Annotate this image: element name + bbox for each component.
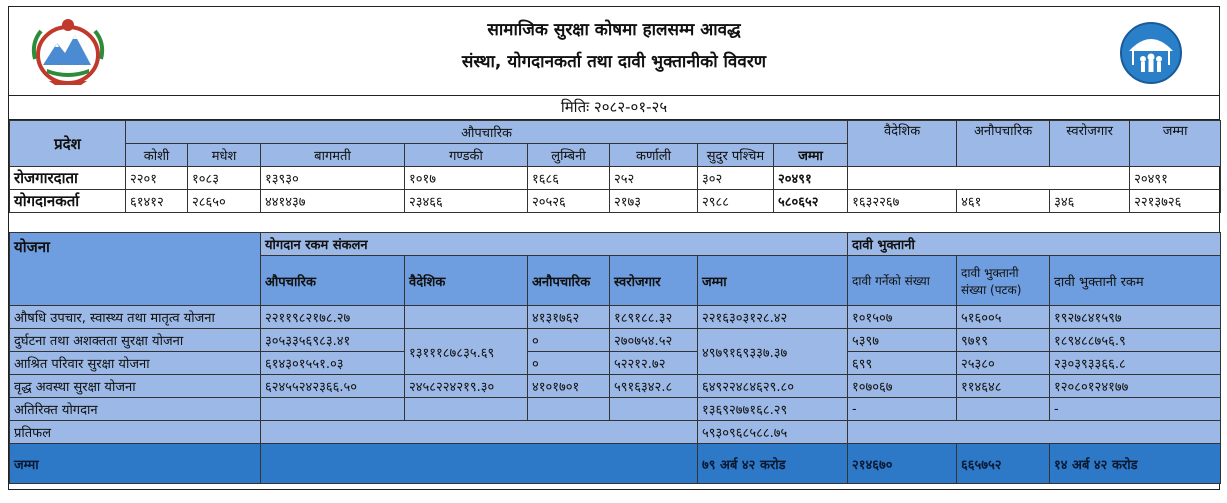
table-cell: ५८०६५२ xyxy=(774,190,848,213)
table-cell: ३४६ xyxy=(1050,190,1130,213)
table-cell: १८९४८८७५६.९ xyxy=(1050,329,1221,352)
table-cell: १०७०६७ xyxy=(848,375,957,398)
table-cell: २२०१ xyxy=(126,167,188,190)
table-cell: - xyxy=(1050,398,1221,421)
table-cell: १३१११८७८३५.६९ xyxy=(405,329,528,375)
table-cell: ११४६४८ xyxy=(957,375,1050,398)
table-cell: ० xyxy=(528,329,610,352)
grand-total-claim-amount: १४ अर्ब ४२ करोड xyxy=(1050,444,1221,484)
scheme-name: वृद्ध अवस्था सुरक्षा योजना xyxy=(10,375,261,398)
collection-header: योगदान रकम संकलन xyxy=(261,233,848,256)
table-cell: २०४९१ xyxy=(1130,167,1221,190)
grand-total-claim-count: ६६५७५२ xyxy=(957,444,1050,484)
table-cell: २९८८ xyxy=(698,190,774,213)
table-cell xyxy=(610,398,698,421)
scheme-name: प्रतिफल xyxy=(10,421,261,444)
table-cell: ४४१४३७ xyxy=(261,190,405,213)
self-employed-header: स्वरोजगार xyxy=(1050,121,1130,167)
table-cell xyxy=(848,167,1130,190)
province-col: लुम्बिनी xyxy=(528,144,610,167)
table-cell xyxy=(261,421,698,444)
table-cell: २४५८२२४२१९.३० xyxy=(405,375,528,398)
claim-header: दावी भुक्तानी xyxy=(848,233,1221,256)
col-formal: औपचारिक xyxy=(261,256,405,306)
table-cell: १०८३ xyxy=(188,167,261,190)
table-cell: २५३८० xyxy=(957,352,1050,375)
table-cell: २२१६३०३१२८.४२ xyxy=(698,306,848,329)
province-col: मधेश xyxy=(188,144,261,167)
table-cell: १३९३० xyxy=(261,167,405,190)
table-cell: ५२२१२.७२ xyxy=(610,352,698,375)
table-cell: १०१५०७ xyxy=(848,306,957,329)
table-cell xyxy=(405,306,528,329)
province-header: प्रदेश xyxy=(10,121,126,167)
table-cell: ९७१९ xyxy=(957,329,1050,352)
table-cell: ५९१६३४२.८ xyxy=(610,375,698,398)
col-total: जम्मा xyxy=(698,256,848,306)
table-cell: १९२७८४१५९७ xyxy=(1050,306,1221,329)
table-cell: ४१३१७६२ xyxy=(528,306,610,329)
table-cell: ६१४१२ xyxy=(126,190,188,213)
table-cell xyxy=(957,398,1050,421)
table-cell: १८९१८८.३२ xyxy=(610,306,698,329)
table-cell: २५२ xyxy=(610,167,698,190)
col-claim-amount: दावी भुक्तानी रकम xyxy=(1050,256,1221,306)
scheme-name: दुर्घटना तथा अशक्तता सुरक्षा योजना xyxy=(10,329,261,352)
report-sheet xyxy=(8,6,1220,490)
table-cell: ५९३०९६८५८८.७५ xyxy=(698,421,848,444)
table-cell: ५१६००५ xyxy=(957,306,1050,329)
table-cell: १०१७ xyxy=(405,167,528,190)
scheme-name: आश्रित परिवार सुरक्षा योजना xyxy=(10,352,261,375)
col-claim-count: दावी भुक्तानी संख्या (पटक) xyxy=(957,256,1050,306)
grand-total-claimants: २१४६७० xyxy=(848,444,957,484)
table-cell: २७०७५४.५२ xyxy=(610,329,698,352)
table-cell: ४६१ xyxy=(957,190,1050,213)
table-cell: ४१०१७०१ xyxy=(528,375,610,398)
foreign-header: वैदेशिक xyxy=(848,121,957,167)
scheme-header: योजना xyxy=(10,233,261,306)
table-cell: ६९९ xyxy=(848,352,957,375)
table-cell: ३०२ xyxy=(698,167,774,190)
table-cell: १६३२२६७ xyxy=(848,190,957,213)
table-cell: ३०५३३५६९८३.४१ xyxy=(261,329,405,352)
province-col: कोशी xyxy=(126,144,188,167)
table-cell: २३०३९३३६६.८ xyxy=(1050,352,1221,375)
table-cell: २०५२६ xyxy=(528,190,610,213)
province-col: सुदुर पश्चिम xyxy=(698,144,774,167)
total-header: जम्मा xyxy=(1130,121,1221,167)
table-cell: ६२४५५२४२३६६.५० xyxy=(261,375,405,398)
table-cell: ० xyxy=(528,352,610,375)
table-cell xyxy=(405,398,528,421)
report-title: सामाजिक सुरक्षा कोषमा हालसम्म आवद्ध xyxy=(487,20,741,40)
table-cell: ६४९२२४८४६२९.८० xyxy=(698,375,848,398)
report-date: मितिः २०८२-०१-२५ xyxy=(9,95,1219,120)
grand-total-amount: ७९ अर्ब ४२ करोड xyxy=(698,444,848,484)
table-cell xyxy=(528,398,610,421)
formal-header: औपचारिक xyxy=(126,121,848,144)
table-cell: ६१४३०१५५१.०३ xyxy=(261,352,405,375)
col-foreign: वैदेशिक xyxy=(405,256,528,306)
social-security-fund-logo-icon xyxy=(1119,21,1183,85)
contributors-label: योगदानकर्ता xyxy=(10,190,126,213)
col-informal: अनौपचारिक xyxy=(528,256,610,306)
table-cell: १२०८०१२४१७७ xyxy=(1050,375,1221,398)
province-col: कर्णाली xyxy=(610,144,698,167)
scheme-name: औषधि उपचार, स्वास्थ्य तथा मातृत्व योजना xyxy=(10,306,261,329)
table-cell: ५३९७ xyxy=(848,329,957,352)
table-cell: २२१३७२६ xyxy=(1130,190,1221,213)
table-cell xyxy=(261,398,405,421)
province-col: जम्मा xyxy=(774,144,848,167)
table-cell xyxy=(848,421,1221,444)
report-subtitle: संस्था, योगदानकर्ता तथा दावी भुक्तानीको विवरण xyxy=(461,52,767,72)
table-cell: ४९७९१६९३३७.३७ xyxy=(698,329,848,375)
col-self-employed: स्वरोजगार xyxy=(610,256,698,306)
province-col: गण्डकी xyxy=(405,144,528,167)
col-claimants: दावी गर्नेको संख्या xyxy=(848,256,957,306)
employers-label: रोजगारदाता xyxy=(10,167,126,190)
scheme-table xyxy=(9,232,1221,484)
table-cell: २०४९१ xyxy=(774,167,848,190)
province-col: बागमती xyxy=(261,144,405,167)
table-cell: १३६९२७७१६८.२९ xyxy=(698,398,848,421)
table-cell: २३४६६ xyxy=(405,190,528,213)
summary-table xyxy=(9,120,1221,213)
table-cell xyxy=(261,444,698,484)
report-header xyxy=(9,7,1219,96)
table-cell: १६८६ xyxy=(528,167,610,190)
table-cell: २८६५० xyxy=(188,190,261,213)
table-cell: २२११९८२१७८.२७ xyxy=(261,306,405,329)
scheme-name: अतिरिक्त योगदान xyxy=(10,398,261,421)
informal-header: अनौपचारिक xyxy=(957,121,1050,167)
table-cell: - xyxy=(848,398,957,421)
table-cell: २१७३ xyxy=(610,190,698,213)
grand-total-label: जम्मा xyxy=(10,444,261,484)
